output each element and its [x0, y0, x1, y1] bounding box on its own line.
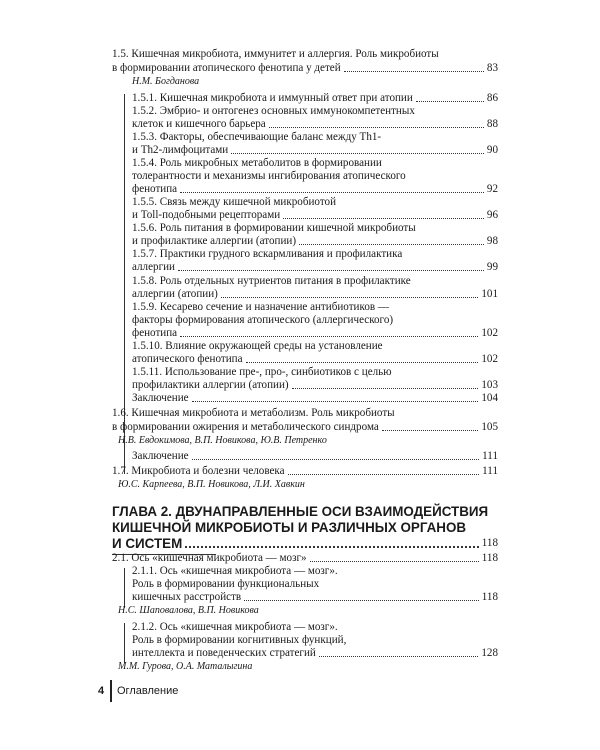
toc-text: фенотипа	[132, 183, 178, 195]
toc-author: Н.В. Евдокимова, В.П. Новикова, Ю.В. Петренко	[118, 435, 327, 446]
toc-entry-1-6-line1: 1.6. Кишечная микробиота и метаболизм. Роль микробиоты	[112, 407, 395, 419]
toc-entry-2-1-2-line1: 2.1.2. Ось «кишечная микробиота — мозг».	[132, 621, 338, 633]
toc-entry-2-1-1-line1: 2.1.1. Ось «кишечная микробиота — мозг».	[132, 565, 338, 577]
toc-entry-1-5-line1: 1.5. Кишечная микробиота, иммунитет и аллергия. Роль микробиоты	[112, 48, 439, 60]
footer-divider	[110, 680, 112, 702]
toc-text: кишечных расстройств	[132, 591, 242, 603]
toc-entry-1-5-6-line2	[132, 235, 498, 248]
toc-text: Заключение	[132, 392, 189, 404]
toc-entry-1-7	[112, 465, 498, 478]
toc-entry-1-5-2-line1: 1.5.2. Эмбрио- и онтогенез основных иммунокомпетентных	[132, 105, 415, 117]
toc-entry-1-5-11-line2	[132, 379, 498, 392]
toc-text: интеллекта и поведенческих стратегий	[132, 647, 316, 659]
toc-entry-1-5-4-line2: толерантности и механизмы ингибирования атопического	[132, 170, 406, 182]
toc-page-number: 103	[481, 379, 498, 391]
toc-text: клеток и кишечного барьера	[132, 118, 266, 130]
toc-page-number: 83	[486, 62, 498, 74]
toc-text: фенотипа	[132, 327, 178, 339]
toc-entry-1-5-9-line1: 1.5.9. Кесарево сечение и назначение антибиотиков —	[132, 301, 389, 313]
toc-text: аллергии (атопии)	[132, 288, 218, 300]
chapter-heading-line1: ГЛАВА 2. ДВУНАПРАВЛЕННЫЕ ОСИ ВЗАИМОДЕЙСТВИЯ	[112, 504, 489, 519]
toc-page-number: 98	[486, 235, 498, 247]
toc-page-number: 105	[481, 421, 498, 433]
toc-text: профилактики аллергии (атопии)	[132, 379, 289, 391]
toc-text: атопического фенотипа	[132, 353, 243, 365]
toc-entry-1-5-8-line1: 1.5.8. Роль отдельных нутриентов питания в профилактике	[132, 275, 411, 287]
toc-text: и Toll-подобными рецепторами	[132, 209, 281, 221]
toc-entry-1-6-line2	[112, 421, 498, 434]
toc-text: 1.5.1. Кишечная микробиота и иммунный ответ при атопии	[132, 92, 413, 104]
toc-entry-1-5-2-line2	[132, 118, 498, 131]
toc-page-number: 118	[481, 552, 498, 564]
toc-entry-1-5-7-line1: 1.5.7. Практики грудного вскармливания и профилактика	[132, 248, 403, 260]
toc-entry-conclusion-1	[132, 392, 498, 405]
indent-rule	[124, 623, 125, 663]
toc-page-number: 102	[481, 327, 498, 339]
indent-rule	[124, 568, 125, 608]
toc-entry-1-5-4-line1: 1.5.4. Роль микробных метаболитов в формировании	[132, 157, 382, 169]
toc-text: в формировании атопического фенотипа у детей	[112, 62, 341, 74]
toc-page-number: 99	[486, 261, 498, 273]
toc-page-number: 104	[481, 392, 498, 404]
chapter-heading-line2: КИШЕЧНОЙ МИКРОБИОТЫ И РАЗЛИЧНЫХ ОРГАНОВ	[112, 520, 467, 535]
toc-entry-1-5-line2	[112, 62, 498, 75]
toc-author: Н.М. Богданова	[132, 76, 200, 87]
toc-page-number: 128	[481, 647, 498, 659]
chapter-heading-line3	[112, 536, 498, 552]
toc-page-number: 88	[486, 118, 498, 130]
toc-page-number: 101	[481, 288, 498, 300]
toc-page-number: 96	[486, 209, 498, 221]
toc-text: и профилактике аллергии (атопии)	[132, 235, 297, 247]
toc-text: 2.1. Ось «кишечная микробиота — мозг»	[112, 552, 307, 564]
toc-entry-conclusion-2	[132, 450, 498, 463]
toc-entry-1-5-7-line2	[132, 261, 498, 274]
toc-text: и Th2-лимфоцитами	[132, 144, 229, 156]
toc-entry-1-5-3-line2	[132, 144, 498, 157]
toc-text: в формировании ожирения и метаболического синдрома	[112, 421, 379, 433]
page-number: 4	[98, 685, 105, 697]
toc-text: 1.7. Микробиота и болезни человека	[112, 465, 285, 477]
toc-entry-1-5-6-line1: 1.5.6. Роль питания в формировании кишечной микробиоты	[132, 222, 416, 234]
toc-author: М.М. Гурова, О.А. Маталыгина	[118, 661, 253, 672]
toc-page-number: 111	[482, 450, 498, 462]
toc-page-number: 86	[486, 92, 498, 104]
toc-entry-2-1-1-line2: Роль в формировании функциональных	[132, 578, 320, 590]
toc-entry-2-1	[112, 552, 498, 565]
toc-page-number: 102	[481, 353, 498, 365]
toc-page-number: 118	[481, 591, 498, 603]
toc-page-number: 92	[486, 183, 498, 195]
toc-entry-1-5-1	[132, 92, 498, 105]
toc-entry-2-1-2-line3	[132, 647, 498, 660]
toc-entry-1-5-10-line2	[132, 353, 498, 366]
toc-entry-1-5-5-line2	[132, 209, 498, 222]
toc-entry-2-1-2-line2: Роль в формировании когнитивных функций,	[132, 634, 347, 646]
toc-page-number: 111	[482, 465, 498, 477]
toc-entry-1-5-11-line1: 1.5.11. Использование пре-, про-, синбиотиков с целью	[132, 366, 392, 378]
toc-entry-2-1-1-line3	[132, 591, 498, 604]
toc-entry-1-5-3-line1: 1.5.3. Факторы, обеспечивающие баланс между Th1-	[132, 131, 382, 143]
toc-text: Заключение	[132, 450, 189, 462]
toc-entry-1-5-10-line1: 1.5.10. Влияние окружающей среды на установление	[132, 340, 383, 352]
toc-text: И СИСТЕМ	[112, 536, 183, 551]
toc-entry-1-5-9-line3	[132, 327, 498, 340]
toc-text: аллергии	[132, 261, 175, 273]
toc-entry-1-5-9-line2: факторы формирования атопического (аллергического)	[132, 314, 394, 326]
toc-author: Н.С. Шаповалова, В.П. Новикова	[118, 605, 259, 616]
toc-page-number: 90	[486, 144, 498, 156]
toc-entry-1-5-4-line3	[132, 183, 498, 196]
toc-entry-1-5-8-line2	[132, 288, 498, 301]
toc-page-number: 118	[481, 537, 498, 549]
toc-entry-1-5-5-line1: 1.5.5. Связь между кишечной микробиотой	[132, 196, 337, 208]
running-footer-section: Оглавление	[117, 685, 179, 697]
toc-author: Ю.С. Карпеева, В.П. Новикова, Л.И. Хавкин	[118, 479, 305, 490]
